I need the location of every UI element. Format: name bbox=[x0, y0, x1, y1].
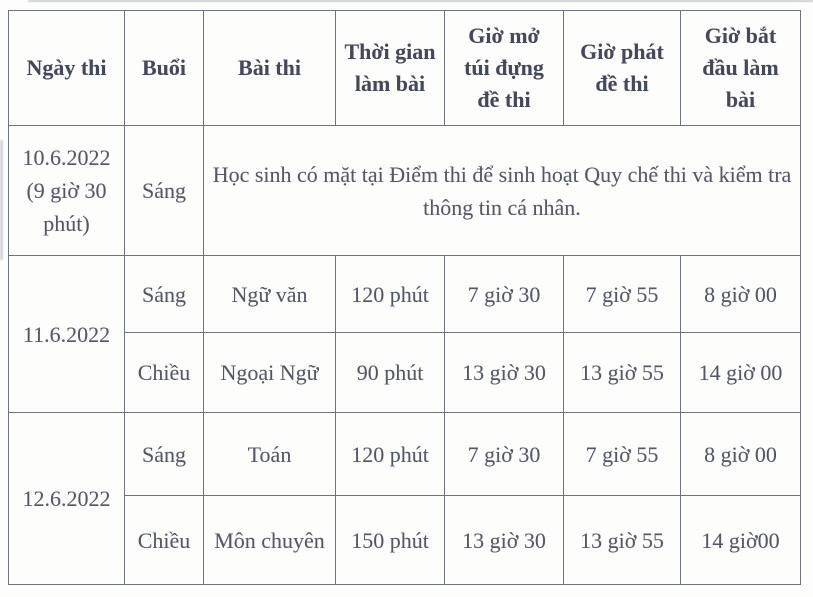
cell-duration: 150 phút bbox=[336, 496, 445, 585]
table-row-12-6-morning bbox=[9, 413, 801, 496]
col-header-start-time: Giờ bắt đầu làm bài bbox=[681, 11, 801, 126]
cell-open-bag-time: 7 giờ 30 bbox=[445, 256, 564, 333]
col-header-exam-date: Ngày thi bbox=[9, 11, 125, 126]
col-header-exam-paper: Bài thi bbox=[204, 11, 336, 126]
cell-start-time: 14 giờ00 bbox=[681, 496, 801, 585]
cell-subject: Toán bbox=[204, 413, 336, 496]
cell-subject: Môn chuyên bbox=[204, 496, 336, 585]
cell-start-time: 8 giờ 00 bbox=[681, 413, 801, 496]
cell-distribute-time: 7 giờ 55 bbox=[564, 413, 681, 496]
cell-start-time: 14 giờ 00 bbox=[681, 333, 801, 413]
cell-duration: 120 phút bbox=[336, 413, 445, 496]
cell-session: Sáng bbox=[125, 256, 204, 333]
cell-open-bag-time: 7 giờ 30 bbox=[445, 413, 564, 496]
scan-artifact-left-smudge bbox=[0, 140, 3, 260]
cell-session: Sáng bbox=[125, 413, 204, 496]
cell-date-10-6-2022: 10.6.2022 (9 giờ 30 phút) bbox=[9, 126, 125, 256]
cell-open-bag-time: 13 giờ 30 bbox=[445, 333, 564, 413]
cell-notice-text: Học sinh có mặt tại Điểm thi để sinh hoạt Quy chế thi và kiểm tra thông tin cá nhân. bbox=[204, 126, 801, 256]
cell-start-time: 8 giờ 00 bbox=[681, 256, 801, 333]
cell-session: Chiều bbox=[125, 496, 204, 585]
col-header-session: Buổi bbox=[125, 11, 204, 126]
cell-subject: Ngữ văn bbox=[204, 256, 336, 333]
col-header-duration: Thời gian làm bài bbox=[336, 11, 445, 126]
cell-duration: 120 phút bbox=[336, 256, 445, 333]
cell-session-notice: Sáng bbox=[125, 126, 204, 256]
cell-subject: Ngoại Ngữ bbox=[204, 333, 336, 413]
table-row-11-6-morning bbox=[9, 256, 801, 333]
cell-open-bag-time: 13 giờ 30 bbox=[445, 496, 564, 585]
cell-duration: 90 phút bbox=[336, 333, 445, 413]
cell-distribute-time: 13 giờ 55 bbox=[564, 333, 681, 413]
table-row-11-6-afternoon bbox=[9, 333, 801, 413]
cell-date-12-6-2022: 12.6.2022 bbox=[9, 413, 125, 585]
notice-row bbox=[9, 126, 801, 256]
exam-schedule-table bbox=[8, 10, 801, 585]
col-header-open-bag-time: Giờ mở túi đựng đề thi bbox=[445, 11, 564, 126]
cell-session: Chiều bbox=[125, 333, 204, 413]
cell-distribute-time: 7 giờ 55 bbox=[564, 256, 681, 333]
scan-artifact-top-line bbox=[28, 0, 813, 2]
table-row-12-6-afternoon bbox=[9, 496, 801, 585]
header-row bbox=[9, 11, 801, 126]
cell-distribute-time: 13 giờ 55 bbox=[564, 496, 681, 585]
cell-date-11-6-2022: 11.6.2022 bbox=[9, 256, 125, 413]
col-header-distribute-time: Giờ phát đề thi bbox=[564, 11, 681, 126]
